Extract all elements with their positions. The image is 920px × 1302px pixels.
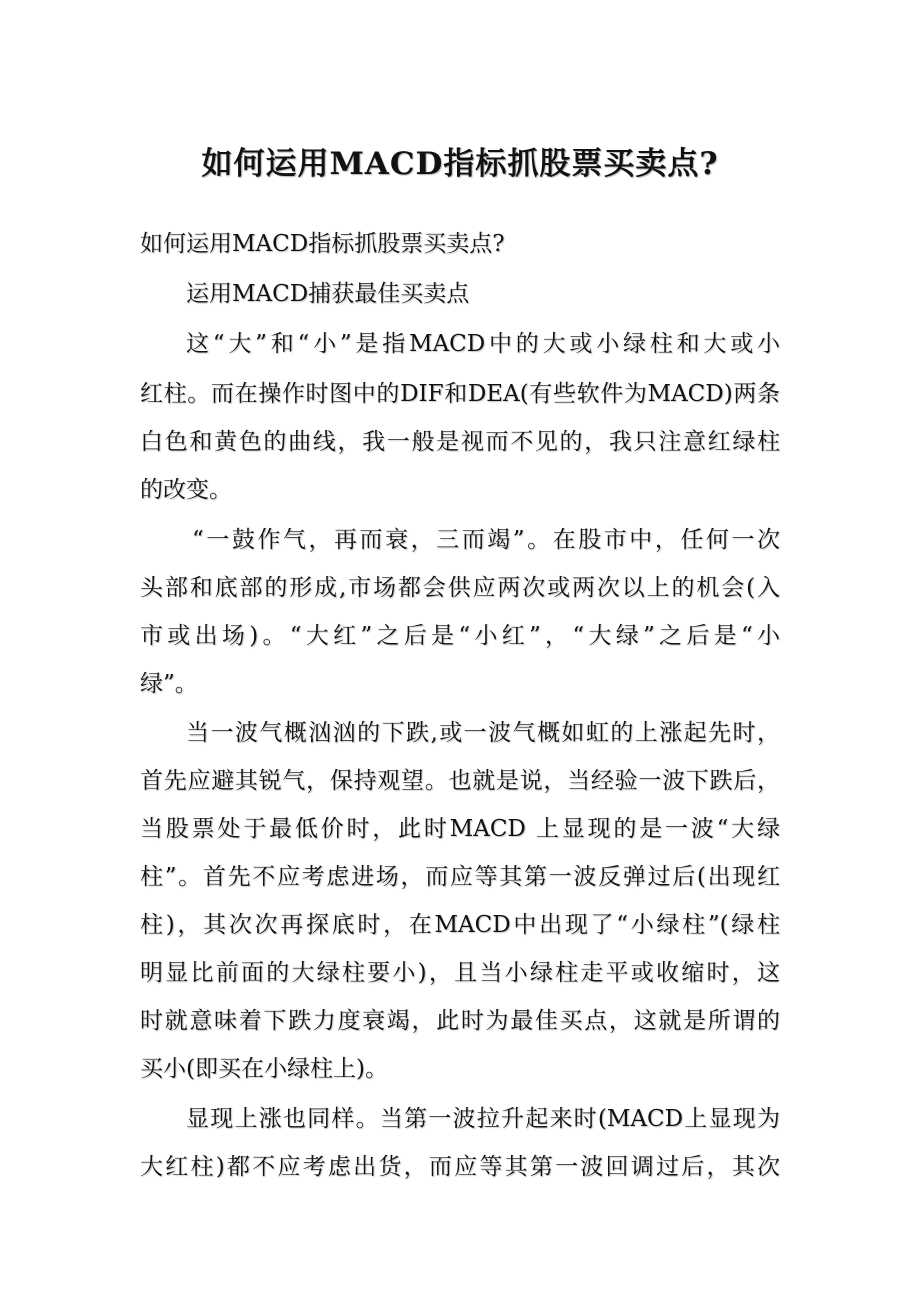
paragraph-line: 的改变。 xyxy=(140,477,232,503)
paragraph-line: 时就意味着下跌力度衰竭，此时为最佳买点，这就是所谓的 xyxy=(140,1008,780,1034)
paragraph-line: 柱”。首先不应考虑进场，而应等其第一波反弹过后(出现红 xyxy=(140,864,780,890)
paragraph-line: 当一波气概汹汹的下跌,或一波气概如虹的上涨起先时， xyxy=(186,720,780,746)
paragraph-line: 市或出场)。“大红”之后是“小红”，“大绿”之后是“小 xyxy=(140,623,780,649)
paragraph-line: 首先应避其锐气，保持观望。也就是说，当经验一波下跌后， xyxy=(140,768,780,794)
paragraph-line: “一鼓作气，再而衰，三而竭”。在股市中，任何一次 xyxy=(192,527,780,553)
document-title: 如何运用MACD指标抓股票买卖点? xyxy=(201,146,719,182)
paragraph-line: 白色和黄色的曲线，我一般是视而不见的，我只注意红绿柱 xyxy=(140,429,780,455)
paragraph-line: 当股票处于最低价时，此时MACD 上显现的是一波“大绿 xyxy=(140,816,780,842)
paragraph-line: 显现上涨也同样。当第一波拉升起来时(MACD上显现为 xyxy=(186,1106,780,1132)
paragraph-line: 明显比前面的大绿柱要小)，且当小绿柱走平或收缩时，这 xyxy=(140,960,780,986)
paragraph-line: 头部和底部的形成,市场都会供应两次或两次以上的机会(入 xyxy=(140,575,780,601)
paragraph-line: 大红柱)都不应考虑出货，而应等其第一波回调过后，其次 xyxy=(140,1154,780,1180)
paragraph-line: 红柱。而在操作时图中的DIF和DEA(有些软件为MACD)两条 xyxy=(140,381,780,407)
paragraph-line: 柱)，其次次再探底时，在MACD中出现了“小绿柱”(绿柱 xyxy=(140,912,780,938)
section-heading: 运用MACD捕获最佳买卖点 xyxy=(186,281,470,307)
paragraph-line: 这“大”和“小”是指MACD中的大或小绿柱和大或小 xyxy=(186,331,780,357)
paragraph-line: 买小(即买在小绿柱上)。 xyxy=(140,1056,388,1082)
subtitle-line: 如何运用MACD指标抓股票买卖点? xyxy=(140,231,505,257)
paragraph-line: 绿”。 xyxy=(140,671,198,697)
